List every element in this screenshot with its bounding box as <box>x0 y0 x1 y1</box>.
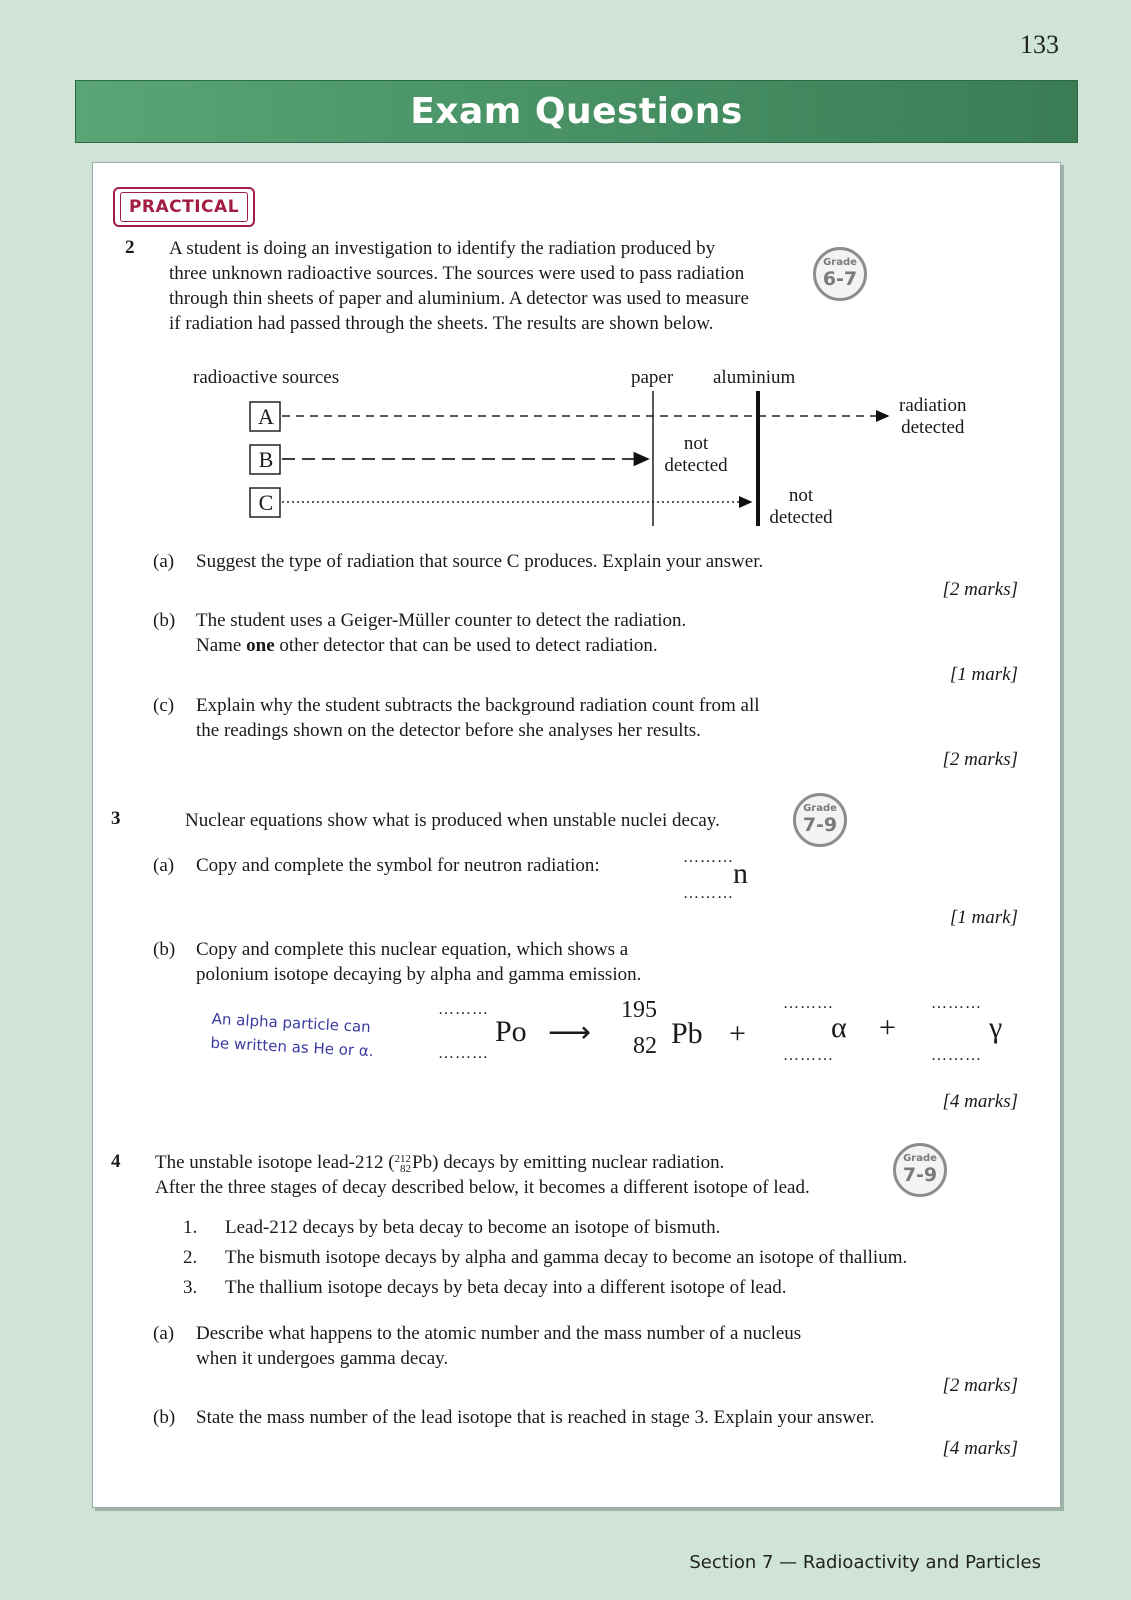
pb-symbol: Pb <box>671 1017 703 1050</box>
q3a-label: (a) <box>153 855 175 876</box>
question-2-stem-line: through thin sheets of paper and aluminium. A detector was used to measure <box>169 288 749 309</box>
grade-badge-label: Grade <box>803 803 837 814</box>
po-mass-blank: ……… <box>438 1001 489 1018</box>
q2b-text-bold: one <box>246 635 275 656</box>
q2c-line: Explain why the student subtracts the background radiation count from all <box>196 695 760 716</box>
diagram-paper-label: paper <box>631 367 674 388</box>
q2b-text <box>196 608 686 658</box>
question-4-stem-line <box>155 1150 810 1175</box>
q4a-line: when it undergoes gamma decay. <box>196 1348 449 1369</box>
stage-number: 2. <box>183 1247 198 1268</box>
q4b-text: State the mass number of the lead isotope that is reached in stage 3. Explain your answer. <box>196 1407 875 1428</box>
grade-badge-value: 7-9 <box>802 814 838 836</box>
result-b-line: detected <box>664 455 728 476</box>
alpha-atomic-blank: ……… <box>783 1047 834 1064</box>
q4b-label: (b) <box>153 1407 176 1428</box>
q2c-line: the readings shown on the detector before she analyses her results. <box>196 720 701 741</box>
q4-pb-atomic: 82 <box>400 1162 412 1175</box>
q4-pb-nuclide-numbers <box>395 1154 412 1174</box>
result-a <box>899 395 967 439</box>
q2c-marks: [2 marks] <box>942 749 1018 770</box>
q2b-marks: [1 mark] <box>949 664 1018 685</box>
radiation-diagram <box>93 163 1062 563</box>
decay-stage <box>183 1275 907 1305</box>
plus-sign-2: + <box>879 1011 896 1044</box>
stage-text: Lead-212 decays by beta decay to become an isotope of bismuth. <box>225 1217 721 1238</box>
question-3-stem: Nuclear equations show what is produced when unstable nuclei decay. <box>185 810 720 831</box>
stage-text: The bismuth isotope decays by alpha and gamma decay to become an isotope of thallium. <box>225 1247 908 1268</box>
stage-text: The thallium isotope decays by beta decay into a different isotope of lead. <box>225 1277 787 1298</box>
q2b-line <box>196 633 686 658</box>
grade-badge-value: 7-9 <box>902 1164 938 1186</box>
decay-stage <box>183 1215 907 1245</box>
source-b-label: B <box>258 447 274 472</box>
grade-badge-q4 <box>893 1143 947 1197</box>
hint-note <box>210 1007 376 1063</box>
result-b <box>658 433 734 477</box>
q3a-atomic-blank: ……… <box>683 885 734 902</box>
hint-line: be written as He or α. <box>210 1033 374 1061</box>
q4a-line: Describe what happens to the atomic number and the mass number of a nucleus <box>196 1323 802 1344</box>
result-a-line: radiation <box>899 395 967 416</box>
title-bar <box>75 80 1078 143</box>
grade-badge-value: 6-7 <box>822 268 858 290</box>
questions-panel <box>92 162 1061 1508</box>
q2a-marks: [2 marks] <box>942 579 1018 600</box>
result-a-line: detected <box>901 417 965 438</box>
decay-stage-list <box>183 1215 907 1305</box>
question-2-stem-line: three unknown radioactive sources. The sources were used to pass radiation <box>169 263 745 284</box>
q3b-marks: [4 marks] <box>942 1091 1018 1112</box>
q2b-text-pre: Name <box>196 635 247 656</box>
page-footer: Section 7 — Radioactivity and Particles <box>689 1552 1041 1573</box>
gamma-atomic-blank: ……… <box>931 1047 982 1064</box>
q2b-line: The student uses a Geiger-Müller counter to detect the radiation. <box>196 610 687 631</box>
result-c-line: not <box>788 485 814 506</box>
practical-badge-label: PRACTICAL <box>120 192 248 222</box>
plus-sign-1: + <box>729 1017 746 1050</box>
question-4-stem <box>155 1150 810 1200</box>
grade-badge-label: Grade <box>823 257 857 268</box>
q4-pb-mass: 212 <box>394 1152 412 1165</box>
grade-badge-q3 <box>793 793 847 847</box>
question-4-stem-line: After the three stages of decay described below, it becomes a different isotope of lead. <box>155 1177 810 1198</box>
q4a-marks: [2 marks] <box>942 1375 1018 1396</box>
pb-atomic-number: 82 <box>633 1033 657 1059</box>
question-2-stem-line: A student is doing an investigation to identify the radiation produced by <box>169 238 716 259</box>
diagram-aluminium-label: aluminium <box>713 367 796 388</box>
gamma-symbol: γ <box>989 1011 1003 1044</box>
q3a-neutron-symbol: n <box>733 857 748 890</box>
q3a-marks: [1 mark] <box>949 907 1018 928</box>
source-c-label: C <box>258 490 274 515</box>
equation-arrow: ⟶ <box>548 1016 592 1049</box>
decay-stage <box>183 1245 907 1275</box>
q3b-label: (b) <box>153 939 176 960</box>
stage-number: 1. <box>183 1217 198 1238</box>
page-title: Exam Questions <box>410 91 743 132</box>
po-symbol: Po <box>495 1015 527 1048</box>
q2c-label: (c) <box>153 695 175 716</box>
q2a-text: Suggest the type of radiation that source C produces. Explain your answer. <box>196 551 764 572</box>
result-b-line: not <box>683 433 709 454</box>
q2b-label: (b) <box>153 610 176 631</box>
q3b-line: polonium isotope decaying by alpha and gamma emission. <box>196 964 642 985</box>
question-3-number: 3 <box>111 808 121 829</box>
alpha-symbol: α <box>831 1011 847 1044</box>
q4-stem-post: ) decays by emitting nuclear radiation. <box>432 1152 725 1173</box>
q4b-marks: [4 marks] <box>942 1438 1018 1459</box>
grade-badge-label: Grade <box>903 1153 937 1164</box>
q3a-text: Copy and complete the symbol for neutron radiation: <box>196 855 600 876</box>
question-2-number: 2 <box>125 237 135 258</box>
q2a-label: (a) <box>153 551 175 572</box>
pb-mass-number: 195 <box>621 997 657 1023</box>
source-a-label: A <box>258 404 274 429</box>
hint-line: An alpha particle can <box>211 1009 372 1037</box>
result-c <box>763 485 839 529</box>
q3a-mass-blank: ……… <box>683 849 734 866</box>
q4-pb-symbol: Pb <box>412 1152 433 1173</box>
q3b-line: Copy and complete this nuclear equation, which shows a <box>196 939 629 960</box>
q4-stem-pre: The unstable isotope lead-212 ( <box>155 1152 395 1173</box>
q4a-label: (a) <box>153 1323 175 1344</box>
q2b-text-post: other detector that can be used to detect radiation. <box>274 635 658 656</box>
result-c-line: detected <box>769 507 833 528</box>
q3b-text <box>196 937 641 987</box>
alpha-mass-blank: ……… <box>783 995 834 1012</box>
question-4-number: 4 <box>111 1151 121 1172</box>
stage-number: 3. <box>183 1277 198 1298</box>
gamma-mass-blank: ……… <box>931 995 982 1012</box>
q2c-text <box>196 693 760 743</box>
page-number: 133 <box>1020 30 1059 59</box>
diagram-sources-label: radioactive sources <box>193 367 340 388</box>
question-2-stem-line: if radiation had passed through the sheets. The results are shown below. <box>169 313 714 334</box>
po-atomic-blank: ……… <box>438 1045 489 1062</box>
q4a-text <box>196 1321 801 1371</box>
